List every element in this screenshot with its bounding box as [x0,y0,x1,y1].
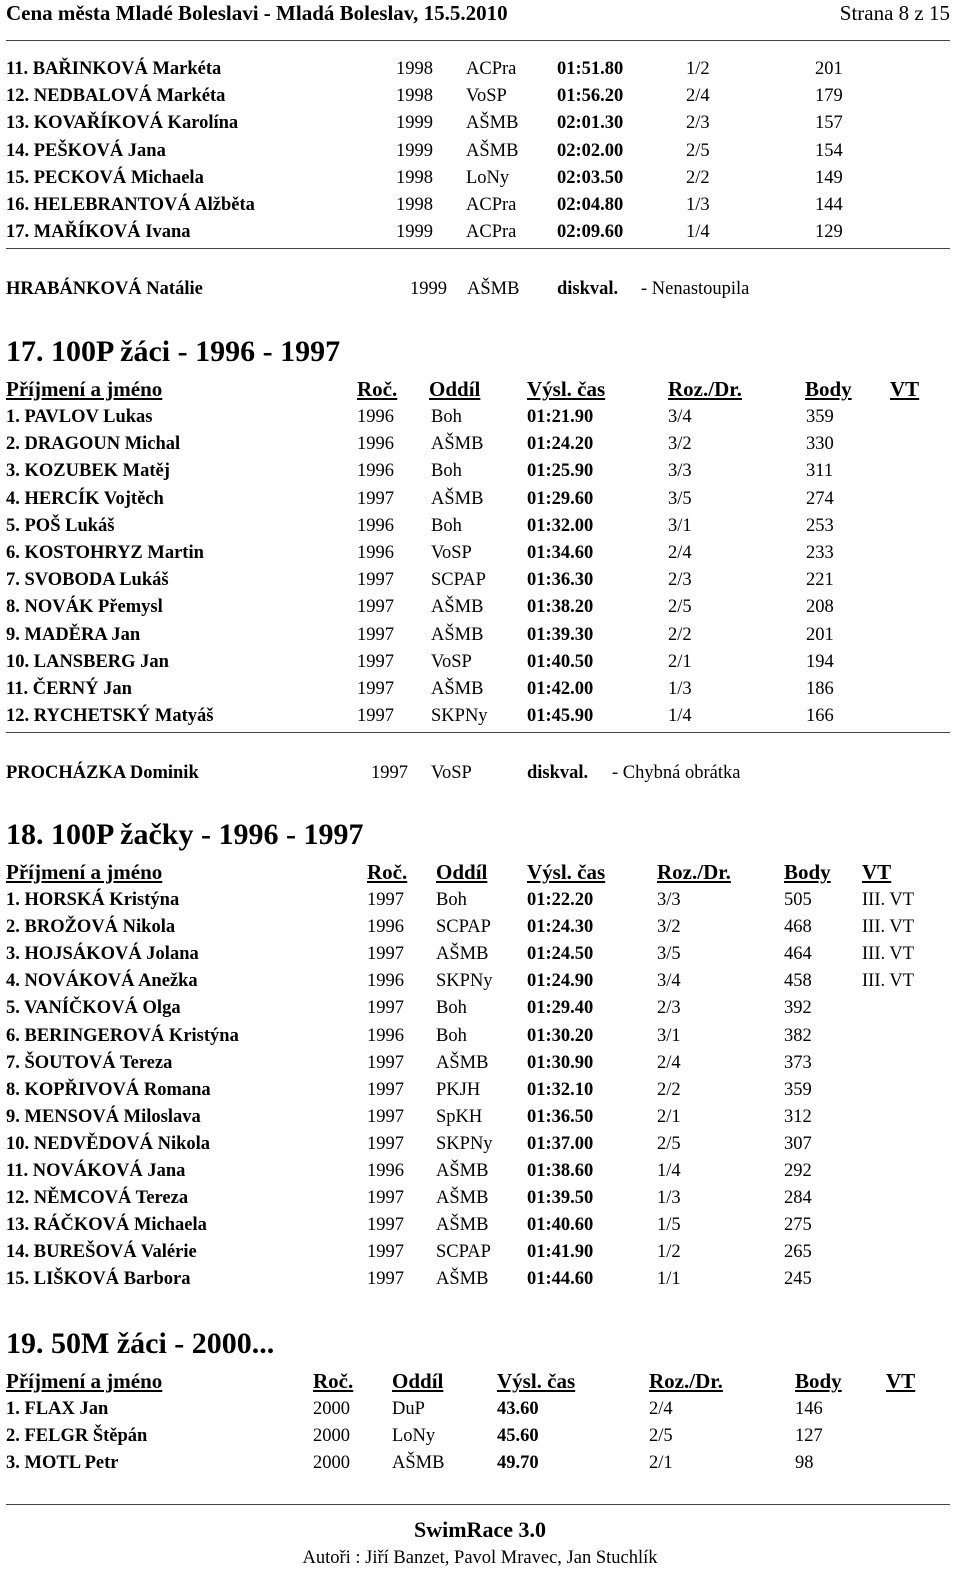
cell-name: 9. MENSOVÁ Miloslava [6,1106,201,1127]
cell-year: 1999 [396,140,433,161]
cell-year: 1997 [357,488,394,509]
cell-year: 1997 [367,1269,404,1290]
cell-year: 2000 [313,1399,350,1419]
col-time-header: Výsl. čas [497,1369,576,1393]
cell-name: 10. NEDVĚDOVÁ Nikola [6,1133,211,1154]
cell-points: 284 [784,1188,812,1209]
cell-year: 1998 [396,59,433,79]
cell-club: SCPAP [436,917,491,938]
cell-time: 01:32.10 [527,1079,594,1100]
cell-points: 208 [806,597,834,618]
cell-club: DuP [392,1399,425,1419]
cell-year: 1998 [396,86,433,107]
cell-club: AŠMB [436,1052,489,1073]
cell-club: Boh [436,1025,467,1046]
col-heat-header: Roz./Dr. [657,860,731,884]
cell-club: ACPra [466,59,517,79]
cell-year: 1997 [367,944,404,965]
cell-name: 11. NOVÁKOVÁ Jana [6,1161,186,1181]
cell-name: 14. PEŠKOVÁ Jana [6,140,166,161]
cell-name: 14. BUREŠOVÁ Valérie [6,1242,197,1263]
cell-heat: 2/4 [657,1052,681,1073]
cell-heat: 2/1 [657,1106,681,1127]
cell-time: 49.70 [497,1453,539,1474]
cell-points: 468 [784,917,812,938]
cell-time: 01:56.20 [557,86,624,107]
cell-year: 1996 [367,1025,404,1046]
cell-points: 292 [784,1161,812,1181]
cell-year: 1997 [357,624,394,645]
cell-club: Boh [431,407,462,427]
dq-name: HRABÁNKOVÁ Natálie [6,279,203,299]
cell-club: SCPAP [436,1242,491,1263]
cell-points: 157 [815,113,843,134]
cell-heat: 1/3 [668,679,692,699]
cell-time: 02:04.80 [557,195,624,215]
cell-year: 1997 [367,890,404,910]
col-heat-header: Roz./Dr. [668,377,742,401]
cell-club: AŠMB [466,113,519,134]
cell-name: 4. NOVÁKOVÁ Anežka [6,971,198,992]
cell-name: 8. KOPŘIVOVÁ Romana [6,1079,211,1100]
cell-club: AŠMB [431,434,484,455]
col-club-header: Oddíl [392,1369,444,1393]
cell-time: 01:51.80 [557,59,624,79]
cell-year: 1997 [357,597,394,618]
cell-time: 01:36.50 [527,1106,594,1127]
cell-time: 02:02.00 [557,140,624,161]
cell-time: 01:30.90 [527,1052,594,1073]
cell-year: 1996 [357,515,394,536]
cell-time: 01:30.20 [527,1025,594,1046]
cell-name: 1. PAVLOV Lukas [6,407,153,427]
cell-time: 01:44.60 [527,1269,594,1290]
cell-year: 1997 [357,706,394,727]
cell-time: 01:24.20 [527,434,594,455]
cell-name: 7. SVOBODA Lukáš [6,570,169,591]
cell-club: SKPNy [436,971,493,992]
cell-year: 1999 [396,222,433,243]
col-points-header: Body [795,1369,842,1393]
cell-heat: 1/4 [657,1161,681,1181]
cell-year: 1996 [367,917,404,938]
cell-points: 129 [815,222,843,243]
cell-club: AŠMB [436,1161,489,1181]
cell-name: 6. KOSTOHRYZ Martin [6,543,204,563]
section-title: 17. 100P žáci - 1996 - 1997 [6,335,341,368]
cell-heat: 3/2 [668,434,692,455]
cell-name: 15. LIŠKOVÁ Barbora [6,1269,191,1290]
cell-heat: 2/4 [649,1399,673,1419]
cell-points: 359 [806,407,834,427]
dq-club: VoSP [431,763,472,783]
col-year-header: Roč. [313,1369,354,1393]
col-vt-header: VT [862,860,892,884]
col-club-header: Oddíl [436,860,488,884]
cell-time: 01:40.60 [527,1215,594,1236]
cell-points: 179 [815,86,843,107]
cell-year: 2000 [313,1453,350,1474]
cell-time: 01:29.60 [527,488,594,509]
cell-year: 1997 [367,1106,404,1127]
cell-name: 13. KOVAŘÍKOVÁ Karolína [6,113,239,134]
cell-name: 13. RÁČKOVÁ Michaela [6,1215,207,1236]
col-points-header: Body [784,860,831,884]
cell-heat: 1/5 [657,1215,681,1236]
cell-club: PKJH [436,1079,481,1100]
footer-divider [6,1504,950,1505]
cell-points: 312 [784,1106,812,1127]
col-vt-header: VT [886,1369,916,1393]
cell-name: 2. FELGR Štěpán [6,1426,148,1447]
cell-name: 3. HOJSÁKOVÁ Jolana [6,944,199,965]
cell-club: AŠMB [436,1188,489,1209]
cell-points: 166 [806,706,834,727]
results-divider [6,248,950,249]
cell-club: Boh [431,515,462,536]
cell-heat: 2/3 [686,113,710,134]
cell-year: 1996 [357,407,394,427]
cell-name: 12. NEDBALOVÁ Markéta [6,86,226,107]
cell-heat: 2/1 [668,651,692,672]
cell-heat: 3/5 [668,488,692,509]
col-time-header: Výsl. čas [527,860,606,884]
cell-heat: 2/3 [657,998,681,1019]
cell-heat: 1/1 [657,1269,681,1290]
cell-points: 382 [784,1025,812,1046]
cell-heat: 3/2 [657,917,681,938]
cell-points: 392 [784,998,812,1019]
dq-year: 1999 [410,279,447,299]
cell-time: 01:42.00 [527,679,594,699]
cell-heat: 2/2 [668,624,692,645]
col-vt-header: VT [890,377,920,401]
cell-points: 253 [806,515,834,536]
cell-points: 186 [806,679,834,699]
cell-points: 245 [784,1269,812,1290]
cell-name: 10. LANSBERG Jan [6,651,169,672]
cell-vt: III. VT [862,971,915,992]
cell-heat: 2/5 [649,1426,673,1447]
cell-club: VoSP [466,86,507,107]
cell-year: 1997 [367,1133,404,1154]
cell-name: 7. ŠOUTOVÁ Tereza [6,1052,173,1073]
header-divider [6,40,950,41]
cell-time: 01:41.90 [527,1242,594,1263]
cell-heat: 2/3 [668,570,692,591]
cell-year: 1997 [367,1052,404,1073]
cell-time: 01:45.90 [527,706,594,727]
cell-points: 146 [795,1399,823,1419]
footer-authors: Autoři : Jiří Banzet, Pavol Mravec, Jan Stuchlík [302,1548,658,1568]
cell-points: 373 [784,1052,812,1073]
cell-heat: 3/3 [657,890,681,910]
cell-vt: III. VT [862,917,915,938]
cell-time: 43.60 [497,1399,539,1419]
cell-name: 1. HORSKÁ Kristýna [6,890,180,910]
cell-time: 01:25.90 [527,461,594,482]
cell-year: 1996 [357,543,394,563]
cell-heat: 2/2 [657,1079,681,1100]
cell-heat: 2/5 [657,1133,681,1154]
cell-club: Boh [431,461,462,482]
cell-time: 01:32.00 [527,515,594,536]
cell-vt: III. VT [862,944,915,965]
cell-heat: 1/3 [657,1188,681,1209]
cell-year: 1997 [357,651,394,672]
cell-name: 11. ČERNÝ Jan [6,679,132,699]
col-year-header: Roč. [367,860,408,884]
cell-points: 154 [815,140,843,161]
dq-name: PROCHÁZKA Dominik [6,763,199,783]
cell-time: 01:24.50 [527,944,594,965]
cell-points: 265 [784,1242,812,1263]
cell-name: 4. HERCÍK Vojtěch [6,488,164,509]
cell-year: 1996 [357,461,394,482]
cell-points: 330 [806,434,834,455]
cell-name: 2. BROŽOVÁ Nikola [6,917,176,938]
cell-heat: 2/1 [649,1453,673,1474]
col-year-header: Roč. [357,377,398,401]
cell-name: 17. MAŘÍKOVÁ Ivana [6,222,191,243]
cell-year: 1996 [367,1161,404,1181]
cell-club: SpKH [436,1106,483,1127]
cell-year: 1997 [357,570,394,591]
cell-points: 359 [784,1079,812,1100]
cell-club: AŠMB [431,488,484,509]
col-club-header: Oddíl [429,377,481,401]
cell-heat: 2/5 [668,597,692,618]
cell-points: 98 [795,1453,814,1474]
cell-club: LoNy [392,1426,436,1447]
cell-heat: 2/4 [686,86,710,107]
cell-heat: 2/2 [686,167,710,188]
cell-time: 01:24.30 [527,917,594,938]
cell-club: AŠMB [466,140,519,161]
cell-points: 127 [795,1426,823,1447]
cell-points: 275 [784,1215,812,1236]
cell-name: 5. POŠ Lukáš [6,515,115,536]
cell-vt: III. VT [862,890,915,910]
cell-heat: 1/2 [657,1242,681,1263]
cell-name: 3. KOZUBEK Matěj [6,461,170,482]
cell-club: SCPAP [431,570,486,591]
cell-heat: 3/1 [668,515,692,536]
cell-club: SKPNy [431,706,488,727]
cell-year: 1997 [367,1242,404,1263]
cell-name: 8. NOVÁK Přemysl [6,597,163,618]
cell-year: 2000 [313,1426,350,1447]
cell-points: 201 [806,624,834,645]
cell-time: 01:21.90 [527,407,594,427]
cell-year: 1998 [396,167,433,188]
cell-year: 1997 [367,1188,404,1209]
cell-heat: 3/5 [657,944,681,965]
dq-status: diskval. [557,279,619,299]
cell-year: 1999 [396,113,433,134]
cell-heat: 2/5 [686,140,710,161]
cell-heat: 1/4 [668,706,692,727]
results-divider [6,732,950,733]
cell-year: 1997 [367,1215,404,1236]
cell-name: 2. DRAGOUN Michal [6,434,181,455]
cell-heat: 3/4 [657,971,681,992]
col-points-header: Body [805,377,852,401]
page-number: Strana 8 z 15 [839,1,950,25]
cell-points: 233 [806,543,834,563]
cell-year: 1997 [367,998,404,1019]
cell-points: 307 [784,1133,812,1154]
section-title: 19. 50M žáci - 2000... [6,1327,275,1360]
cell-club: SKPNy [436,1133,493,1154]
cell-club: AŠMB [436,1215,489,1236]
cell-time: 45.60 [497,1426,539,1447]
cell-time: 01:37.00 [527,1133,594,1154]
cell-time: 01:22.20 [527,890,594,910]
cell-points: 221 [806,570,834,591]
dq-year: 1997 [371,763,408,783]
cell-club: Boh [436,890,467,910]
col-name-header: Příjmení a jméno [6,1369,163,1393]
cell-time: 01:39.50 [527,1188,594,1209]
cell-time: 01:38.20 [527,597,594,618]
cell-time: 01:39.30 [527,624,594,645]
cell-club: VoSP [431,651,472,672]
page-header [6,0,950,36]
dq-club: AŠMB [467,279,520,299]
col-heat-header: Roz./Dr. [649,1369,723,1393]
cell-time: 01:34.60 [527,543,594,563]
cell-heat: 2/4 [668,543,692,563]
cell-name: 11. BAŘINKOVÁ Markéta [6,59,222,79]
cell-year: 1996 [357,434,394,455]
cell-year: 1997 [357,679,394,699]
cell-name: 1. FLAX Jan [6,1399,109,1419]
cell-name: 15. PECKOVÁ Michaela [6,167,204,188]
cell-name: 5. VANÍČKOVÁ Olga [6,998,181,1019]
cell-name: 6. BERINGEROVÁ Kristýna [6,1025,239,1046]
cell-heat: 3/1 [657,1025,681,1046]
cell-time: 02:01.30 [557,113,624,134]
cell-club: ACPra [466,222,517,243]
cell-heat: 1/3 [686,195,710,215]
cell-heat: 3/4 [668,407,692,427]
col-name-header: Příjmení a jméno [6,860,163,884]
cell-points: 194 [806,651,834,672]
cell-time: 01:29.40 [527,998,594,1019]
cell-points: 458 [784,971,812,992]
cell-points: 464 [784,944,812,965]
dq-reason: - Chybná obrátka [612,763,741,783]
cell-heat: 1/4 [686,222,710,243]
col-name-header: Příjmení a jméno [6,377,163,401]
cell-club: AŠMB [431,597,484,618]
cell-time: 02:03.50 [557,167,624,188]
section-title: 18. 100P žačky - 1996 - 1997 [6,818,364,851]
cell-name: 9. MADĚRA Jan [6,624,141,645]
cell-time: 01:40.50 [527,651,594,672]
cell-club: AŠMB [436,1269,489,1290]
cell-name: 3. MOTL Petr [6,1453,119,1474]
cell-club: VoSP [431,543,472,563]
cell-club: LoNy [466,167,510,188]
cell-time: 01:24.90 [527,971,594,992]
cell-points: 149 [815,167,843,188]
cell-time: 01:38.60 [527,1161,594,1181]
cell-name: 12. NĚMCOVÁ Tereza [6,1188,189,1209]
dq-status: diskval. [527,763,589,783]
cell-year: 1996 [367,971,404,992]
cell-heat: 1/2 [686,59,710,79]
cell-club: AŠMB [431,624,484,645]
cell-time: 02:09.60 [557,222,624,243]
cell-club: ACPra [466,195,517,215]
cell-name: 16. HELEBRANTOVÁ Alžběta [6,195,255,215]
page-title: Cena města Mladé Boleslavi - Mladá Boleslav, 15.5.2010 [6,1,508,25]
cell-points: 311 [806,461,834,482]
cell-club: AŠMB [392,1453,445,1474]
cell-time: 01:36.30 [527,570,594,591]
cell-club: Boh [436,998,467,1019]
col-time-header: Výsl. čas [527,377,606,401]
cell-year: 1997 [367,1079,404,1100]
dq-reason: - Nenastoupila [641,279,750,299]
cell-points: 274 [806,488,834,509]
cell-name: 12. RYCHETSKÝ Matyáš [6,706,214,727]
cell-club: AŠMB [431,679,484,699]
cell-club: AŠMB [436,944,489,965]
cell-heat: 3/3 [668,461,692,482]
footer-software: SwimRace 3.0 [414,1517,546,1542]
cell-year: 1998 [396,195,433,215]
cell-points: 144 [815,195,843,215]
cell-points: 201 [815,59,843,79]
cell-points: 505 [784,890,812,910]
